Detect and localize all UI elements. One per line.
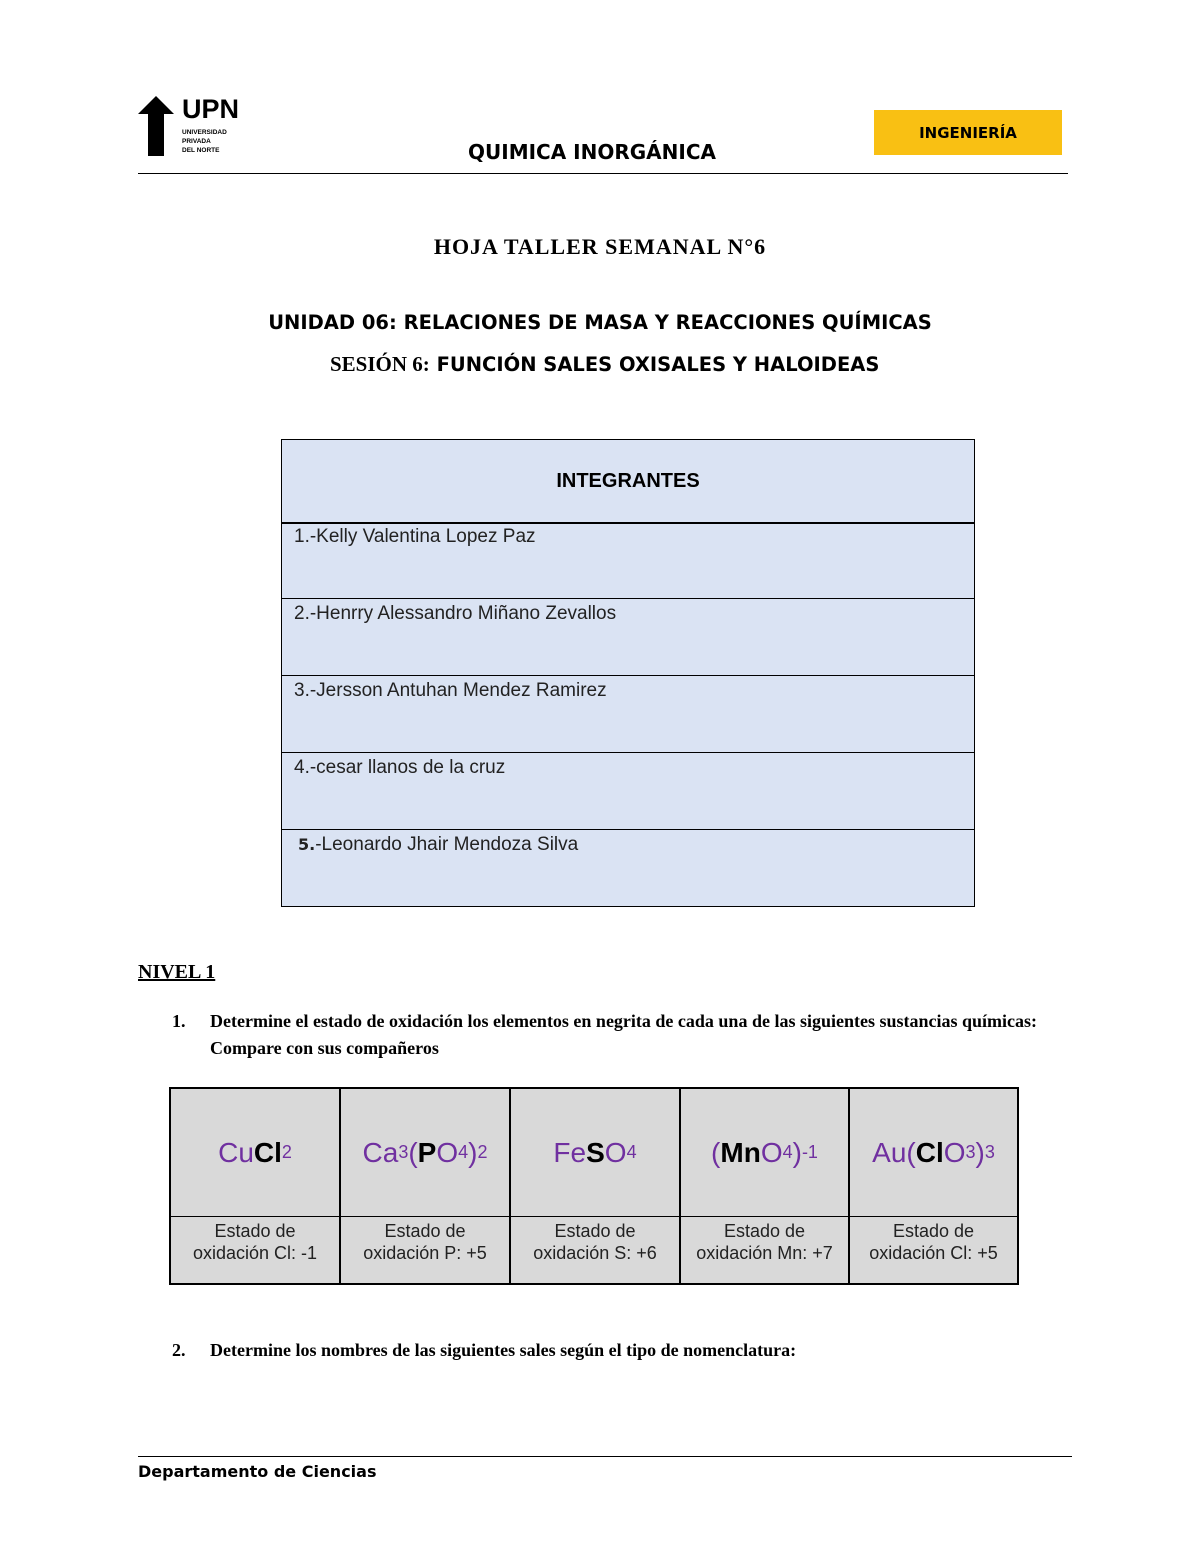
course-title: QUIMICA INORGÁNICA [468,140,716,164]
member-row [282,753,974,830]
member-row [282,599,974,676]
member-row [282,522,974,599]
oxidation-state: Estado de oxidación Mn: +7 [696,1221,833,1263]
formula-auclo33: Au( Cl O 3 ) 3 [850,1089,1017,1217]
member-row [282,830,974,907]
footer-department: Departamento de Ciencias [138,1462,377,1481]
footer-divider [138,1456,1072,1457]
oxidation-state: Estado de oxidación Cl: +5 [869,1221,998,1263]
oxidation-state: Estado de oxidación S: +6 [533,1221,657,1263]
members-header: INTEGRANTES [282,440,974,524]
formula-mno4: ( Mn O 4 ) -1 [681,1089,848,1217]
question-1-text: Determine el estado de oxidación los elementos en negrita de cada una de las siguientes sustancias químicas: Compare con sus compañeros [210,1011,1037,1058]
session-prefix: SESIÓN 6: [330,352,430,376]
session-title [330,352,879,377]
oxidation-cell [511,1089,681,1283]
member-name: -Leonardo Jhair Mendoza Silva [315,834,579,855]
formula-feso4: Fe S O 4 [511,1089,679,1217]
oxidation-cell [171,1089,341,1283]
header-divider [138,173,1068,174]
oxidation-state: Estado de oxidación Cl: -1 [192,1221,318,1263]
member-number: 5. [298,835,316,854]
question-2-number: 2. [172,1340,186,1360]
members-table [281,439,975,907]
session-name: FUNCIÓN SALES OXISALES Y HALOIDEAS [429,353,880,376]
logo-subtext-2: PRIVADA [182,138,211,145]
member-name: 1.-Kelly Valentina Lopez Paz [294,526,536,547]
formula-cucl2: Cu Cl 2 [171,1089,339,1217]
oxidation-state: Estado de oxidación P: +5 [363,1221,487,1263]
member-name: 3.-Jersson Antuhan Mendez Ramirez [294,680,607,701]
oxidation-cell [341,1089,511,1283]
sheet-title: HOJA TALLER SEMANAL N°6 [433,234,767,259]
logo-text: UPN [182,96,240,124]
question-1-number: 1. [172,1011,186,1031]
oxidation-cell [681,1089,850,1283]
oxidation-cell [850,1089,1017,1283]
oxidation-table [169,1087,1019,1285]
question-2-text: Determine los nombres de las siguientes sales según el tipo de nomenclatura: [210,1340,797,1360]
member-row [282,676,974,753]
logo-subtext-3: DEL NORTE [182,147,220,154]
faculty-badge: INGENIERÍA [874,110,1062,155]
level-title: NIVEL 1 [138,961,216,983]
formula-ca3po42: Ca 3 ( P O 4 ) 2 [341,1089,509,1217]
unit-title: UNIDAD 06: RELACIONES DE MASA Y REACCIONES QUÍMICAS [268,311,932,334]
logo-subtext-1: UNIVERSIDAD [182,129,227,136]
member-name: 4.-cesar llanos de la cruz [294,757,506,778]
member-name: 2.-Henrry Alessandro Miñano Zevallos [294,603,617,624]
